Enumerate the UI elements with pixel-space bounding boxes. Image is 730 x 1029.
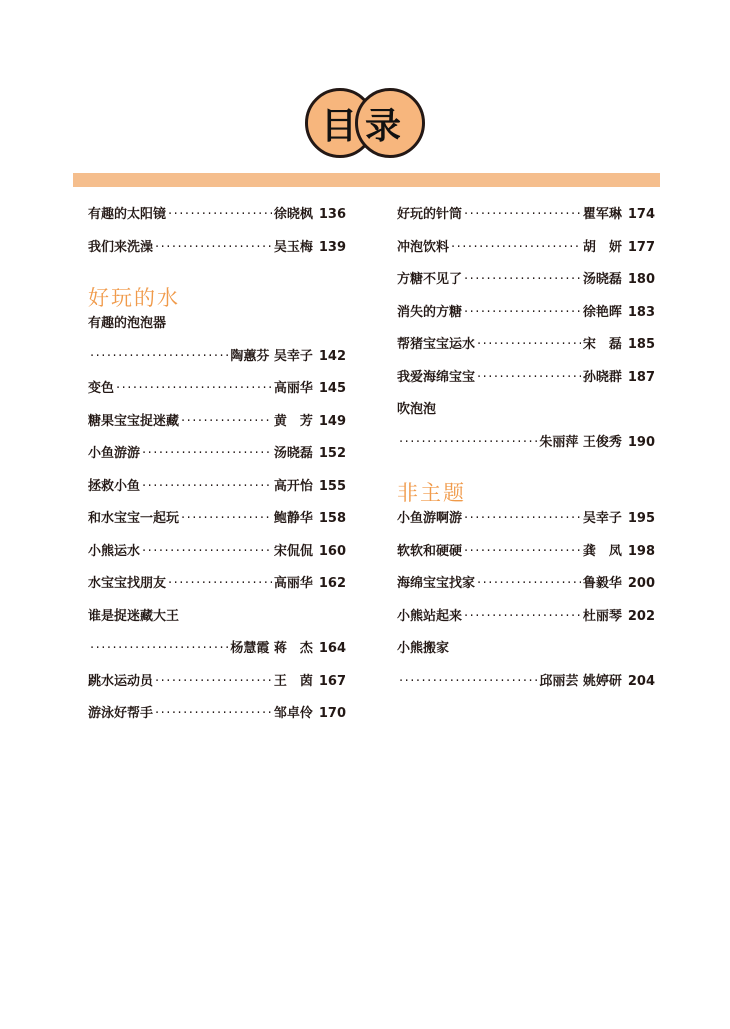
toc-entry[interactable] bbox=[88, 345, 346, 378]
entry-author: 汤晓磊 bbox=[582, 272, 622, 287]
section-heading: 好玩的水 bbox=[88, 286, 180, 310]
leader-dots bbox=[464, 207, 581, 222]
entry-title: 水宝宝找朋友 bbox=[88, 576, 167, 591]
toc-entry[interactable] bbox=[397, 333, 655, 366]
entry-author: 高丽华 bbox=[273, 381, 313, 396]
leader-dots bbox=[90, 349, 228, 364]
entry-title: 糖果宝宝捉迷藏 bbox=[88, 413, 180, 429]
entry-author: 朱丽萍 王俊秀 bbox=[539, 434, 622, 450]
entry-author: 吴幸子 bbox=[582, 511, 622, 526]
toc-entry[interactable] bbox=[397, 203, 655, 236]
leader-dots bbox=[399, 435, 537, 450]
toc-entry[interactable] bbox=[397, 236, 655, 269]
page-title: 目录 bbox=[320, 106, 409, 147]
toc-entry[interactable] bbox=[88, 670, 346, 703]
leader-dots bbox=[464, 305, 581, 320]
leader-dots bbox=[90, 641, 228, 656]
section-heading: 非主题 bbox=[397, 481, 466, 505]
toc-entry[interactable] bbox=[88, 702, 346, 735]
entry-page-number: 149 bbox=[318, 413, 346, 429]
leader-dots bbox=[464, 609, 581, 624]
entry-author: 孙晓群 bbox=[582, 369, 622, 385]
entry-title: 吹泡泡 bbox=[397, 402, 437, 417]
entry-author: 宋侃侃 bbox=[273, 543, 313, 559]
entry-title: 方糖不见了 bbox=[397, 272, 463, 287]
leader-dots bbox=[477, 576, 581, 591]
toc-entry[interactable] bbox=[397, 301, 655, 334]
entry-title: 海绵宝宝找家 bbox=[397, 576, 476, 591]
entry-page-number: 200 bbox=[627, 576, 655, 591]
entry-author: 宋 磊 bbox=[582, 337, 622, 352]
leader-dots bbox=[142, 544, 272, 559]
entry-author: 黄 芳 bbox=[273, 413, 313, 429]
entry-title: 小鱼游啊游 bbox=[397, 511, 463, 526]
entry-page-number: 164 bbox=[318, 641, 346, 656]
leader-dots bbox=[168, 576, 272, 591]
entry-author: 杨慧霞 蒋 杰 bbox=[230, 641, 313, 656]
entry-author: 王 茵 bbox=[273, 673, 313, 689]
entry-page-number: 198 bbox=[627, 543, 655, 559]
toc-entry[interactable] bbox=[397, 431, 655, 464]
entry-title: 小熊运水 bbox=[88, 543, 141, 559]
leader-dots bbox=[142, 446, 272, 461]
toc-column-right bbox=[397, 203, 655, 702]
entry-page-number: 195 bbox=[627, 511, 655, 526]
entry-author: 邹卓伶 bbox=[273, 706, 313, 721]
entry-page-number: 136 bbox=[318, 207, 346, 222]
toc-entry[interactable] bbox=[397, 398, 655, 431]
toc-entry[interactable] bbox=[88, 236, 346, 269]
toc-entry[interactable] bbox=[88, 637, 346, 670]
leader-dots bbox=[168, 207, 272, 222]
entry-title: 变色 bbox=[88, 381, 115, 396]
leader-dots bbox=[155, 240, 272, 255]
entry-page-number: 152 bbox=[318, 446, 346, 461]
entry-title: 我爱海绵宝宝 bbox=[397, 369, 476, 385]
leader-dots bbox=[155, 674, 272, 689]
entry-page-number: 158 bbox=[318, 511, 346, 526]
toc-entry[interactable] bbox=[397, 605, 655, 638]
entry-page-number: 155 bbox=[318, 478, 346, 494]
entry-page-number: 139 bbox=[318, 239, 346, 255]
leader-dots bbox=[464, 544, 581, 559]
entry-page-number: 180 bbox=[627, 272, 655, 287]
entry-page-number: 167 bbox=[318, 673, 346, 689]
entry-title: 冲泡饮料 bbox=[397, 239, 450, 255]
entry-page-number: 160 bbox=[318, 543, 346, 559]
leader-dots bbox=[464, 511, 581, 526]
entry-title: 有趣的太阳镜 bbox=[88, 207, 167, 222]
entry-title: 有趣的泡泡器 bbox=[88, 316, 167, 331]
entry-author: 杜丽琴 bbox=[582, 608, 622, 624]
entry-author: 鲁毅华 bbox=[582, 576, 622, 591]
entry-author: 陶蕙芬 吴幸子 bbox=[230, 348, 313, 364]
entry-author: 徐艳晖 bbox=[582, 304, 622, 320]
entry-title: 我们来洗澡 bbox=[88, 239, 154, 255]
entry-page-number: 170 bbox=[318, 706, 346, 721]
entry-author: 邱丽芸 姚婷研 bbox=[539, 673, 622, 689]
toc-entry[interactable] bbox=[397, 670, 655, 703]
entry-author: 汤晓磊 bbox=[273, 446, 313, 461]
toc-entry[interactable] bbox=[88, 377, 346, 410]
entry-author: 龚 凤 bbox=[582, 543, 622, 559]
entry-author: 鲍静华 bbox=[273, 511, 313, 526]
entry-title: 谁是捉迷藏大王 bbox=[88, 608, 180, 624]
toc-entry[interactable] bbox=[88, 442, 346, 475]
entry-page-number: 185 bbox=[627, 337, 655, 352]
entry-author: 吴玉梅 bbox=[273, 239, 313, 255]
leader-dots bbox=[155, 706, 272, 721]
entry-page-number: 174 bbox=[627, 207, 655, 222]
entry-title: 跳水运动员 bbox=[88, 673, 154, 689]
entry-title: 小熊站起来 bbox=[397, 608, 463, 624]
entry-title: 消失的方糖 bbox=[397, 304, 463, 320]
entry-page-number: 202 bbox=[627, 608, 655, 624]
entry-author: 高开怡 bbox=[273, 478, 313, 494]
toc-entry[interactable] bbox=[397, 507, 655, 540]
toc-column-left bbox=[88, 203, 346, 735]
toc-entry[interactable] bbox=[88, 507, 346, 540]
entry-title: 小鱼游游 bbox=[88, 446, 141, 461]
entry-author: 瞿军琳 bbox=[582, 207, 622, 222]
leader-dots bbox=[142, 479, 272, 494]
entry-title: 和水宝宝一起玩 bbox=[88, 511, 180, 526]
entry-title: 游泳好帮手 bbox=[88, 706, 154, 721]
entry-page-number: 190 bbox=[627, 434, 655, 450]
leader-dots bbox=[181, 511, 272, 526]
entry-page-number: 183 bbox=[627, 304, 655, 320]
toc-entry[interactable] bbox=[397, 268, 655, 301]
entry-author: 高丽华 bbox=[273, 576, 313, 591]
leader-dots bbox=[477, 337, 581, 352]
entry-title: 拯救小鱼 bbox=[88, 478, 141, 494]
entry-page-number: 187 bbox=[627, 369, 655, 385]
toc-entry[interactable] bbox=[88, 475, 346, 508]
leader-dots bbox=[116, 381, 272, 396]
entry-title: 好玩的针筒 bbox=[397, 207, 463, 222]
leader-dots bbox=[477, 370, 581, 385]
toc-entry[interactable] bbox=[88, 410, 346, 443]
entry-page-number: 177 bbox=[627, 239, 655, 255]
toc-entry[interactable] bbox=[88, 540, 346, 573]
toc-entry[interactable] bbox=[397, 540, 655, 573]
entry-page-number: 142 bbox=[318, 348, 346, 364]
leader-dots bbox=[181, 414, 272, 429]
entry-page-number: 145 bbox=[318, 381, 346, 396]
entry-page-number: 204 bbox=[627, 673, 655, 689]
section-gap bbox=[88, 268, 346, 278]
header-divider-bar bbox=[73, 173, 660, 187]
entry-author: 徐晓枫 bbox=[273, 207, 313, 222]
toc-entry[interactable] bbox=[397, 572, 655, 605]
entry-author: 胡 妍 bbox=[582, 239, 622, 255]
toc-entry[interactable] bbox=[88, 203, 346, 236]
toc-entry[interactable] bbox=[88, 605, 346, 638]
section-gap bbox=[397, 463, 655, 473]
entry-title: 帮猪宝宝运水 bbox=[397, 337, 476, 352]
entry-page-number: 162 bbox=[318, 576, 346, 591]
toc-entry[interactable] bbox=[397, 366, 655, 399]
toc-title-badge bbox=[305, 88, 425, 158]
toc-entry[interactable] bbox=[397, 637, 655, 670]
leader-dots bbox=[399, 674, 537, 689]
toc-entry[interactable] bbox=[88, 572, 346, 605]
leader-dots bbox=[451, 240, 581, 255]
toc-entry[interactable] bbox=[88, 312, 346, 345]
entry-title: 小熊搬家 bbox=[397, 641, 450, 656]
leader-dots bbox=[464, 272, 581, 287]
entry-title: 软软和硬硬 bbox=[397, 543, 463, 559]
